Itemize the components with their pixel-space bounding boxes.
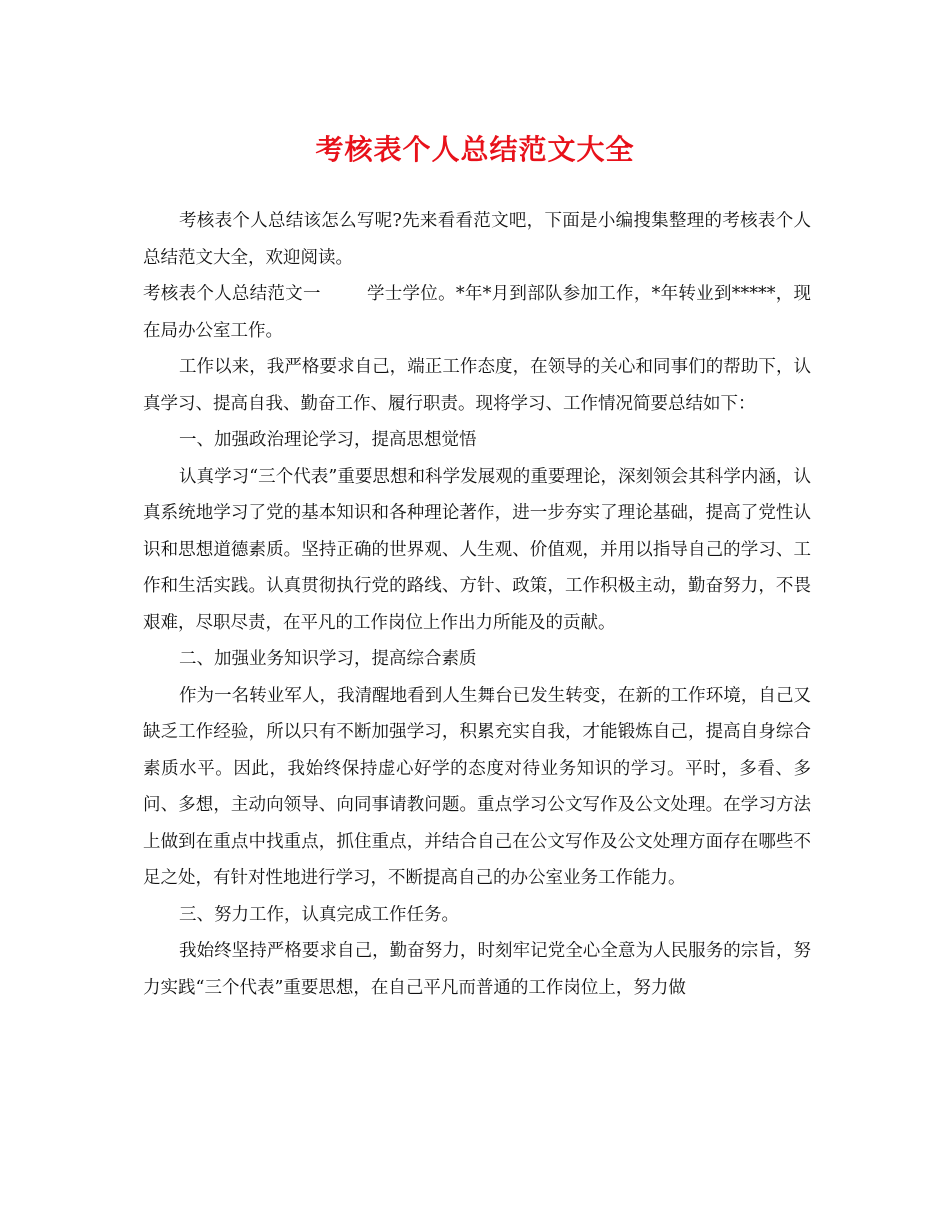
body-paragraph: 作为一名转业军人，我清醒地看到人生舞台已发生转变，在新的工作环境，自己又缺乏工作经验，所以只有不断加强学习，积累充实自我，才能锻炼自己，提高自身综合素质水平。因此，我始终保持虚心好学的态度对待业务知识的学习。平时，多看、多问、多想，主动向领导、向同事请教问题。重点学习公文写作及公文处理。在学习方法上做到在重点中找重点，抓住重点，并结合自己在公文写作及公文处理方面存在哪些不足之处，有针对性地进行学习，不断提高自己的办公室业务工作能力。 xyxy=(143,685,811,888)
body-paragraph: 认真学习“三个代表”重要思想和科学发展观的重要理论，深刻领会其科学内涵，认真系统地学习了党的基本知识和各种理论著作，进一步夯实了理论基础，提高了党性认识和思想道德素质。坚持正确的世界观、人生观、价值观，并用以指导自己的学习、工作和生活实践。认真贯彻执行党的路线、方针、政策，工作积极主动，勤奋努力，不畏艰难，尽职尽责，在平凡的工作岗位上作出力所能及的贡献。 xyxy=(143,466,811,633)
body-paragraph: 工作以来，我严格要求自己，端正工作态度，在领导的关心和同事们的帮助下，认真学习、提高自我、勤奋工作、履行职责。现将学习、工作情况简要总结如下： xyxy=(143,357,811,414)
section1-heading: 考核表个人总结范文一 xyxy=(143,284,321,304)
section1-text: 学士学位。*年*月到部队参加工作，*年转业到*****，现在局办公室工作。 xyxy=(143,284,812,341)
section-heading-3: 三、努力工作，认真完成工作任务。 xyxy=(179,904,459,925)
intro-paragraph: 考核表个人总结该怎么写呢?先来看看范文吧，下面是小编搜集整理的考核表个人总结范文大全，欢迎阅读。 xyxy=(143,211,811,268)
section-heading-2: 二、加强业务知识学习，提高综合素质 xyxy=(179,649,477,669)
section-heading-1: 一、加强政治理论学习，提高思想觉悟 xyxy=(179,430,477,450)
body-paragraph: 我始终坚持严格要求自己，勤奋努力，时刻牢记党全心全意为人民服务的宗旨，努力实践“三个代表”重要思想，在自己平凡而普通的工作岗位上，努力做 xyxy=(143,941,811,998)
document-title: 考核表个人总结范文大全 xyxy=(315,133,635,166)
document-body xyxy=(143,203,811,1006)
section1-line xyxy=(143,276,811,349)
